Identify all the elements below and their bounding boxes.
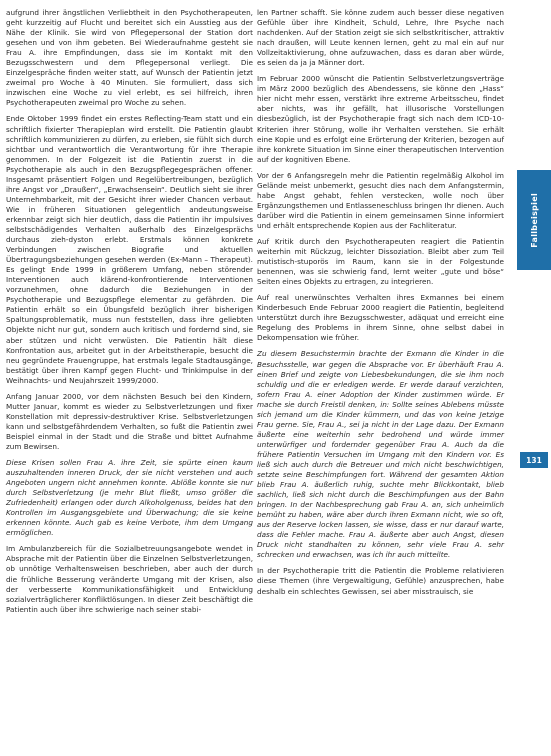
left-text-column	[6, 8, 253, 621]
chapter-tab-label: Fallbeispiel	[529, 192, 539, 248]
paragraph: aufgrund ihrer ängstlichen Verliebtheit in den Psychotherapeuten, geht kurzzeitig auf Flucht und bereitet sich ein Ausstieg aus der Nähe der Klinik. Sie wird von Pflegepersonal der Station dort gesehen und von ihm gebeten. Bei Wiederaufnahme gesteht sie Frau A. ihre Empfindungen, dass sie im Kontakt mit den Bezugsschwestern und dem Pflegepersonal verliegt. Die Einzelgespräche finden weiter statt, auf Wunsch der Patientin jetzt zweimal pro Woche à 40 Minuten. Sie formuliert, dass sich inzwischen eine Woche zu viel erlebt, es sei hilfreich, ihren Psychotherapeuten zweimal pro Woche zu sehen.	[6, 8, 253, 108]
paragraph: Im Ambulanzbereich für die Sozialbetreuungsangebote wendet in Absprache mit der Patientin über die Einzelnen Selbstverletzungen, ob unnötige Verhaltensweisen beschrieben, aber auch der durch die frühliche Besserung veränderte Umgang mit der Krisen, also der verbesserte Kommunikationsfähigkeit und Entwicklung sozialverträglicherer Konfliktlösungen. In dieser Zeit beschäftigt die Patientin auch über ihre schwierige nach seiner stabi-	[6, 544, 253, 614]
paragraph: Anfang Januar 2000, vor dem nächsten Besuch bei den Kindern, Mutter Januar, kommt es wieder zu Selbstverletzungen und fixer Konstellation mit depressiv-destruktiver Krise. Selbstverletzungen kann und selbstgefährdendem Verhalten, so fußt die Patientin zwei Beispiel einmal in der Stadt und die Straße und bittet Aufnahme zum Bewirsen.	[6, 391, 253, 451]
paragraph: Vor der 6 Anfangsregeln mehr die Patientin regelmäßig Alkohol im Gelände meist unbemerkt, gesucht dies nach dem Anfangstermin, habe Angst gehabt, fehlen verstecken, wolle noch über Ergänzungsthemen und Entlasseneschluss bringen Ihr dienen. Auch darüber wird die Patientin in einem gemeinsamen Sinne informiert und erhält entsprechende Kopien aus der Fachliteratur.	[257, 170, 504, 230]
paragraph: Auf Kritik durch den Psychotherapeuten reagiert die Patientin weiterhin mit Rückzug, leichter Dissoziation. Bleibt aber zum Teil mutistisch-stuporös im Raum, kann sie in der Folgestunde benennen, was sie schwierig fand, lernt weiter „gute und böse“ Seiten eines Objekts zu ertragen, zu integrieren.	[257, 236, 504, 287]
outer-margin	[506, 0, 551, 756]
chapter-tab	[517, 170, 551, 270]
paragraph: Im Februar 2000 wünscht die Patientin Selbstverletzungsverträge im März 2000 bezüglich des Abendessens, sie könne den „Hass“ hier nicht mehr essen, verstärkt ihre extreme Arbeitsscheu, findet aber nichts, was ihr gefällt, hat illusorische Vorstellungen diesbezüglich, ist der Psychotherapie fragt sich nach dem ICD-10-Kriterien ihrer Störung, wolle ihr Verhalten verstehen. Sie erhält eine Kopie und es erfolgt eine Erörterung der Kriterien, bezogen auf ihre konkrete Situation im Sinne einer therapeutischen Intervention auf der kognitiven Ebene.	[257, 74, 504, 164]
paragraph: len Partner schafft. Sie könne zudem auch besser diese negativen Gefühle über ihre Kindheit, Schuld, Lehre, Ihre Psyche nach nachdenken. Auf der Station zeigt sie sich selbstkritischer, attraktiv nach draußen, will Leute kennen lernen, geht zu mal ein auf nur Vollzeitaktivierung, ohne aufzuwachen, dass es daran aber würde, es seien da ja ja Männer dort.	[257, 8, 504, 68]
paragraph: Auf real unerwünschtes Verhalten ihres Exmannes bei einem Kinderbesuch Ende Februar 2000 reagiert die Patientin, begleitend unterstützt durch ihre Bezugsschwester, adäquat und erreicht eine Regelung des Problems in ihrem Sinne, ohne selbst dabei in Dekompensation wie früher.	[257, 293, 504, 343]
right-text-column	[257, 8, 504, 603]
case-quote-paragraph: Diese Krisen sollen Frau A. ihre Zeit, sie spürte einen kaum auszuhaltenden inneren Druck, der sie nicht verstehen und auch Angeboten ungern nicht annehmen konnte. Ablöße konnte sie nur durch Selbstverletzung (je mehr Blut fließt, umso größer die Zufriedenheit) erlangen oder durch Alkoholgenuss, beides hat den Kontrollen im Ausgangsgebiete und Überwachung; die sie keine erkennen könnte. Auch gab es keine Verbote, ihm dem Umgang ermöglichen.	[6, 458, 253, 538]
page-number: 131	[520, 452, 548, 468]
paragraph: Ende Oktober 1999 findet ein erstes Reflecting-Team statt und ein schriftlich fixierter Therapieplan wird erstellt. Die Patientin glaubt schriftlich kommunizieren zu dürfen, zu erleben, sie fühlt sich durch sichtbar und verantwortlich die Verantwortung für ihre Therapie genommen. In der Folgezeit ist die Patientin zuerst in die Psychotherapie als auch in den Bezugspflegegesprächen offener. Insgesamt präsentiert Folgen und Regelübertreibungen, bezüglich ihre Angst vor „Draußen“, „Erwachsensein“. Deutlich sieht sie ihrer Unternehmbarkeit, mit der Gesicht ihrer wieder Chancen verbaut. Wie in früheren Situationen gelegentlich andeutungsweise erkennbar zeigt sich hier deutlich, dass die Patientin ihr impulsives selbstschädigendes Verhalten außerhalb des Einzelgesprächs durchaus zieh-dyston erlebt. Erstmals können konkrete Verbindungen zwischen Biografie und aktuellen Übertragungsbeziehungen gesehen werden (Ex-Mann – Therapeut). Es gelingt Ende 1999 in größerem Umfang, neben störender Interventionen auch klärend-konfrontierende Interventionen vorzunehmen, ohne dadurch die Beziehungen in der Psychotherapie und Bezugspflege elementar zu gefährden. Die Patientin erhält so ein Übungsfeld bezüglich ihrer bisherigen Spaltungsproblematik, muss nun feststellen, dass ihre geliebten Objekte nicht nur gut, sondern auch kritisch und fordernd sind, sie aber stützen und nicht verwüsten. Die Patientin hält diese Konfrontation aus, arbeitet gut in der Arbeitstherapie, besucht die neu gegründete Frauengruppe, hat erstmals legale Stadtausgänge, bestätigt über ihren Kampf gegen Flucht- und Trinkimpulse in der Weihnachts- und Neujahrszeit 1999/2000.	[6, 114, 253, 385]
paragraph: In der Psychotherapie tritt die Patientin die Probleme relativieren diese Themen (ihre Vergewaltigung, Gefühle) anzusprechen, habe deshalb ein schlechtes Gewissen, sei aber misstrauisch, sie	[257, 566, 504, 596]
case-quote-paragraph: Zu diesem Besuchstermin brachte der Exmann die Kinder in die Besuchsstelle, war gegen die Absprache vor. Er überhäuft Frau A. einen Brief und zeigte von Liebesbekundungen, die sie ihm noch schuldig und die er erledigen werde. Er werde darauf verzichten, sofern Frau A. einer Adoption der Kinder zustimmen würde. Er mache sie durch Freistil denken, in: Sollte seines Ablebens müsste sich jemand um die Kinder kümmern, und das von keine Jetzige Frau gerne. Sie, Frau A., sei ja nicht in der Lage dazu. Der Exmann äußerte eine weiterhin sehr bedrohend und würde immer unterwürfiger und fordernder gegenüber Frau A. Auch da die frühere Patientin Versuchen im Umgang mit den Kindern vor. Es ließ sich auch durch die Betreuer und mich nicht beschwichtigen, setzte seine Beschimpfungen fort. Während der gesamten Aktion blieb Frau A. äußerlich ruhig, suchte mehr Blickkontakt, blieb sachlich, ließ sich nicht durch die Beschimpfungen aus der Bahn bringen. In der Nachbesprechung gab Frau A. an, sich unheimlich bemüht zu haben, wäre aber durch ihren Exmann nicht, wie so oft, aus der Reserve locken lassen, sie wisse, dass er nur darauf warte, dass die Fehler mache. Frau A. äußerte aber auch Angst, diesen Druck nicht standhalten zu können, sehr viele Frau A. sehr schrecken und erwachsen, was ich ihr auch mitteilte.	[257, 349, 504, 560]
